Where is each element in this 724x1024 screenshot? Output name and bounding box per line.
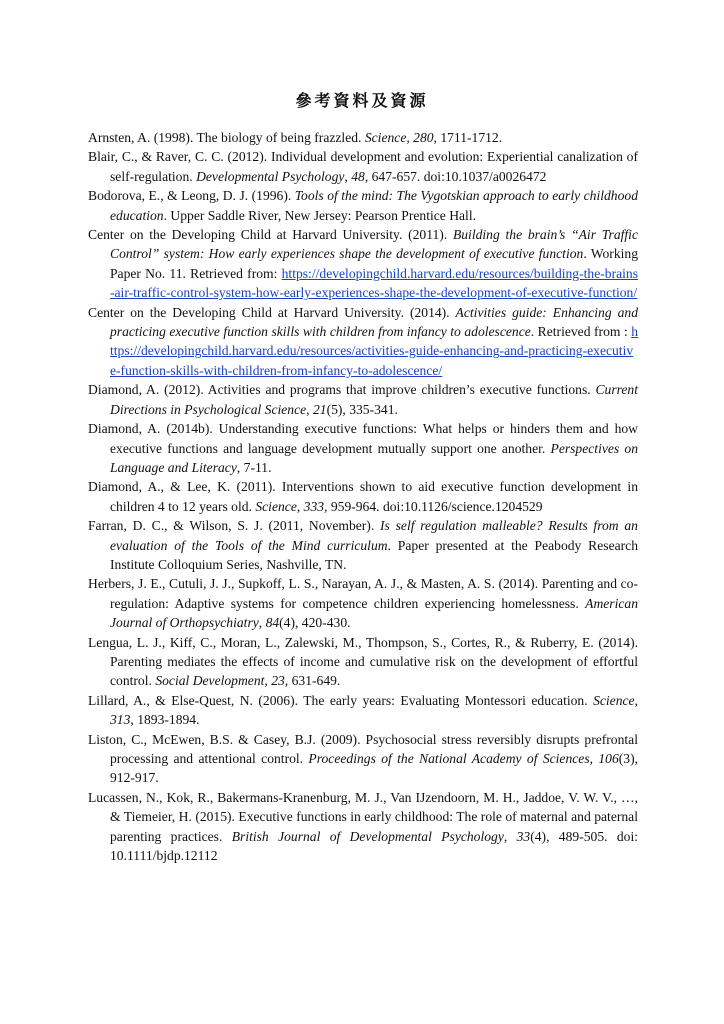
reference-text: , — [634, 692, 638, 708]
reference-italic-text: Is self regulation malleable? Results from an evaluation of the Tools of the Mind curriculum — [110, 518, 638, 553]
reference-italic-text: Science — [255, 498, 297, 514]
reference-text: Diamond, A. (2012). Activities and programs that improve children’s executive functions. — [88, 382, 596, 398]
reference-italic-text: American Journal of Orthopsychiatry — [110, 595, 638, 631]
reference-italic-text: Proceedings of the National Academy of Sciences — [308, 751, 590, 766]
reference-entry — [88, 419, 638, 477]
reference-text: (3), 912-917. — [110, 751, 639, 786]
reference-text: Diamond, A., & Lee, K. (2011). Interventions shown to aid executive function development in children 4 to 12 years old. — [88, 479, 638, 514]
reference-entry — [88, 380, 638, 419]
reference-italic-text: 333 — [303, 498, 325, 514]
reference-italic-text: Science, 280, — [364, 130, 437, 145]
reference-text: , — [306, 401, 313, 417]
reference-entry — [88, 303, 638, 381]
reference-italic-text: 48 — [351, 168, 365, 184]
reference-entry — [88, 691, 638, 730]
reference-italic-text: 313 — [110, 712, 131, 728]
reference-text: Liston, C., McEwen, B.S. & Casey, B.J. (2009). Psychosocial stress reversibly disrupts prefrontal processing and attentional control. — [88, 731, 638, 766]
reference-text: , 7-11. — [236, 459, 272, 475]
reference-italic-text: British Journal of Developmental Psychology — [231, 828, 504, 844]
reference-text: (4), 489-505. doi: 10.1111/bjdp.12112 — [110, 828, 638, 864]
reference-text: 631-649. — [288, 673, 341, 689]
reference-list — [88, 128, 638, 865]
reference-link[interactable]: https://developingchild.harvard.edu/resources/building-the-brains-air-traffic-control-system-how-early-experiences-shape-the-development-of-executive-function/ — [110, 265, 638, 301]
reference-text: Diamond, A. (2014b). Understanding executive functions: What helps or hinders them and how executive functions and language development mutually support one another. — [88, 421, 638, 456]
reference-text: Arnsten, A. (1998). The biology of being frazzled. — [88, 130, 365, 145]
reference-text: , 647-657. doi:10.1037/a0026472 — [364, 168, 547, 184]
reference-text: , — [589, 751, 599, 766]
reference-italic-text: Building the brain’s “Air Traffic Control” system: How early experiences shape the development of executive function — [110, 227, 638, 262]
reference-entry — [88, 574, 638, 632]
reference-link[interactable]: https://developingchild.harvard.edu/resources/activities-guide-enhancing-and-practicing-executive-function-skills-with-children-from-infancy-to-adolescence/ — [110, 324, 638, 378]
reference-text: . Upper Saddle River, New Jersey: Pearson Prentice Hall. — [163, 207, 477, 223]
reference-italic-text: 21 — [312, 401, 327, 417]
reference-text: Lucassen, N., Kok, R., Bakermans-Kranenburg, M. J., Van IJzendoorn, M. H., Jaddoe, V. W. V., …, & Tiemeier, H. (2015). Executive functions in early childhood: The role of maternal and paternal parenting practices. — [88, 789, 638, 844]
reference-text: Herbers, J. E., Cutuli, J. J., Supkoff, L. S., Narayan, A. J., & Masten, A. S. (2014). Parenting and co-regulation: Adaptive systems for competence children experiencing homelessness. — [88, 576, 638, 611]
reference-entry — [88, 516, 638, 574]
reference-text: Bodorova, E., & Leong, D. J. (1996). — [88, 188, 295, 204]
reference-italic-text: 106 — [598, 751, 619, 766]
reference-entry — [88, 128, 638, 147]
reference-text: , — [344, 168, 352, 184]
reference-entry — [88, 477, 638, 516]
reference-text: (5), 335-341. — [326, 401, 398, 417]
reference-italic-text: Tools of the mind: The Vygotskian approach to early childhood education — [110, 188, 638, 223]
reference-text: Blair, C., & Raver, C. C. (2012). Individual development and evolution: Experiential canalization of self-regulation. — [88, 149, 638, 184]
reference-italic-text: 84 — [265, 615, 280, 631]
reference-text: . Working Paper No. 11. Retrieved from: — [110, 246, 638, 281]
reference-italic-text: Activities guide: Enhancing and practicing executive function skills with children from infancy to adolescence — [110, 304, 638, 340]
reference-text: , — [296, 498, 304, 514]
reference-entry — [88, 633, 638, 691]
reference-text: Farran, D. C., & Wilson, S. J. (2011, November). — [88, 518, 381, 534]
reference-italic-text: 33 — [516, 828, 531, 844]
reference-italic-text: Science — [593, 692, 635, 708]
reference-text: Lillard, A., & Else-Quest, N. (2006). The early years: Evaluating Montessori education. — [88, 692, 594, 708]
reference-italic-text: Current Directions in Psychological Science — [110, 382, 638, 417]
reference-entry — [88, 730, 638, 788]
reference-entry — [88, 147, 638, 186]
reference-entry — [88, 788, 638, 866]
reference-text: (4), 420-430. — [279, 615, 351, 631]
reference-text: 1711-1712. — [436, 130, 503, 145]
reference-text: Lengua, L. J., Kiff, C., Moran, L., Zalewski, M., Thompson, S., Cortes, R., & Ruberry, E. (2014). Parenting mediates the effects of income and cumulative risk on the development of effortful control. — [88, 634, 638, 689]
page-title: 參考資料及資源 — [295, 91, 429, 110]
reference-text: , 959-964. doi:10.1126/science.1204529 — [324, 498, 543, 514]
reference-text: , 1893-1894. — [130, 712, 200, 728]
reference-entry — [88, 186, 638, 225]
reference-text: Center on the Developing Child at Harvard University. (2014). — [88, 304, 456, 320]
reference-text: , — [503, 828, 517, 844]
reference-text: Center on the Developing Child at Harvard University. (2011). — [88, 227, 453, 243]
reference-text: . Retrieved from : — [530, 324, 632, 340]
reference-italic-text: Developmental Psychology — [196, 168, 345, 184]
reference-italic-text: Social Development, 23, — [155, 673, 289, 689]
reference-italic-text: Perspectives on Language and Literacy — [110, 440, 639, 475]
reference-text: . Paper presented at the Peabody Research Institute Colloquium Series, Nashville, TN. — [110, 537, 638, 572]
reference-text: , — [258, 615, 266, 631]
reference-entry — [88, 225, 638, 303]
